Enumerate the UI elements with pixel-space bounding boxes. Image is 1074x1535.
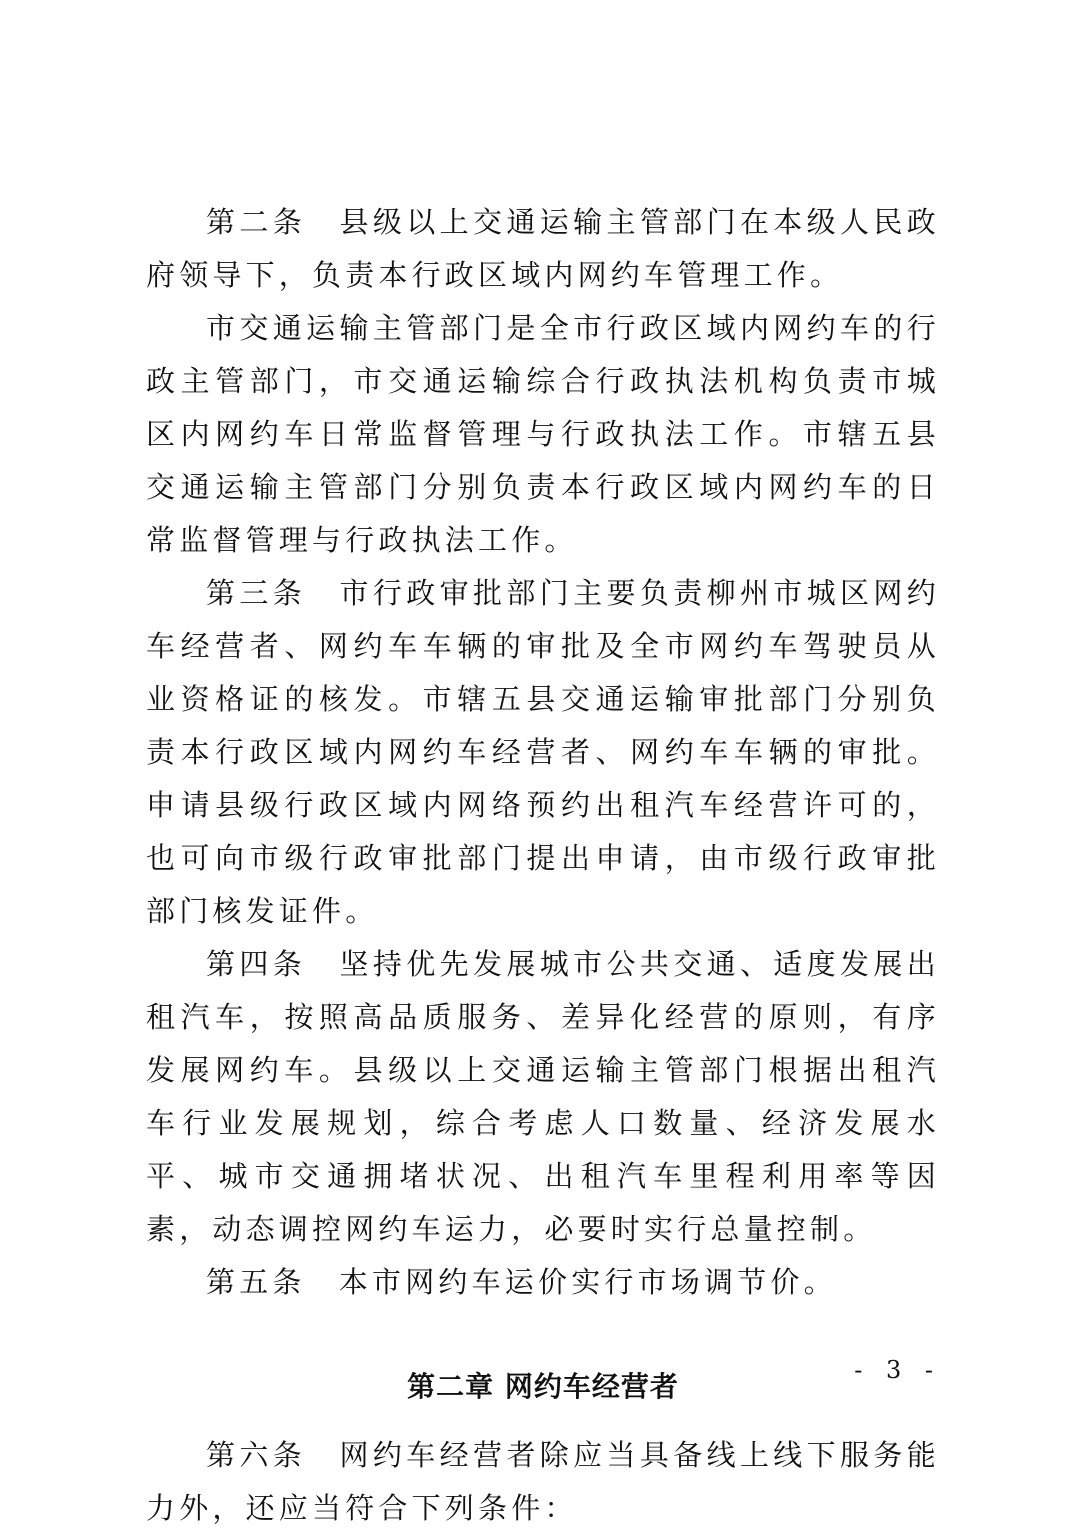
- article-4-paragraph: 第四条 坚持优先发展城市公共交通、适度发展出租汽车，按照高品质服务、差异化经营的原则，有序发展网约车。县级以上交通运输主管部门根据出租汽车行业发展规划，综合考虑人口数量、经济发展水平、城市交通拥堵状况、出租汽车里程利用率等因素，动态调控网约车运力，必要时实行总量控制。: [146, 947, 940, 1246]
- page-number: - 3 -: [854, 1356, 941, 1384]
- chapter-heading: 第二章 网约车经营者: [407, 1370, 679, 1403]
- document-body: [146, 196, 940, 1535]
- article-2-continuation-paragraph: 市交通运输主管部门是全市行政区域内网约车的行政主管部门，市交通运输综合行政执法机构负责市城区内网约车日常监督管理与行政执法工作。市辖五县交通运输主管部门分别负责本行政区域内网约车的日常监督管理与行政执法工作。: [146, 311, 940, 557]
- article-5-paragraph: 第五条 本市网约车运价实行市场调节价。: [206, 1265, 837, 1299]
- article-2-paragraph: 第二条 县级以上交通运输主管部门在本级人民政府领导下，负责本行政区域内网约车管理工作。: [146, 205, 940, 292]
- article-3-paragraph: 第三条 市行政审批部门主要负责柳州市城区网约车经营者、网约车车辆的审批及全市网约车驾驶员从业资格证的核发。市辖五县交通运输审批部门分别负责本行政区域内网约车经营者、网约车车辆的审批。申请县级行政区域内网络预约出租汽车经营许可的，也可向市级行政审批部门提出申请，由市级行政审批部门核发证件。: [146, 576, 940, 928]
- article-6-paragraph: 第六条 网约车经营者除应当具备线上线下服务能力外，还应当符合下列条件：: [146, 1438, 940, 1525]
